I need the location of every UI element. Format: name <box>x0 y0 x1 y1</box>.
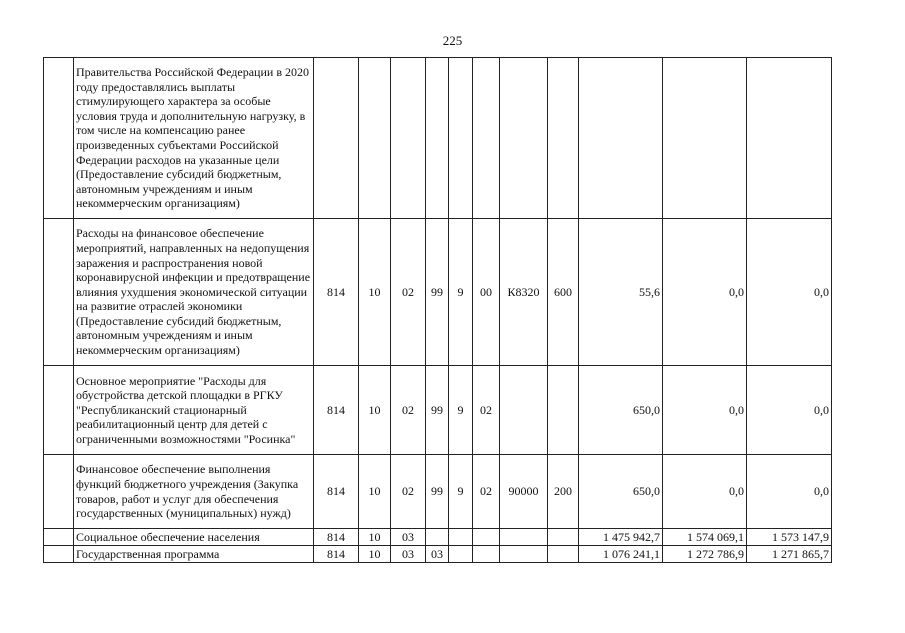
section-cell: 10 <box>359 529 391 546</box>
expense-type-cell <box>548 366 579 455</box>
amount-year1-cell <box>579 58 663 219</box>
subsection-cell <box>391 58 426 219</box>
target-code-program-cell: 03 <box>426 546 449 563</box>
target-code-program-cell: 99 <box>426 455 449 529</box>
subsection-cell: 03 <box>391 529 426 546</box>
amount-year2-cell: 0,0 <box>663 366 747 455</box>
table-row <box>44 219 832 366</box>
target-code-direction-cell <box>500 529 548 546</box>
item-name-cell: Правительства Российской Федерации в 2020 году предоставлялись выплаты стимулирующего характера за особые условия труда и дополнительную нагрузку, в том числе на компенсацию ранее произведенных субъектами Российской Федерации расходов на указанные цели (Предоставление субсидий бюджетным, автономным учреждениям и иным некоммерческим организациям) <box>74 58 314 219</box>
section-cell: 10 <box>359 366 391 455</box>
target-code-program-cell: 99 <box>426 219 449 366</box>
amount-year1-cell: 1 076 241,1 <box>579 546 663 563</box>
amount-year2-cell: 0,0 <box>663 455 747 529</box>
amount-year3-cell: 0,0 <box>747 455 832 529</box>
target-code-subprogram-cell <box>449 58 473 219</box>
target-code-direction-cell: 90000 <box>500 455 548 529</box>
item-name-cell: Финансовое обеспечение выполнения функций бюджетного учреждения (Закупка товаров, работ и услуг для обеспечения государственных (муниципальных) нужд) <box>74 455 314 529</box>
target-code-direction-cell <box>500 58 548 219</box>
row-number-cell <box>44 546 74 563</box>
target-code-subprogram-cell <box>449 546 473 563</box>
section-cell: 10 <box>359 455 391 529</box>
expense-type-cell <box>548 529 579 546</box>
amount-year2-cell: 1 272 786,9 <box>663 546 747 563</box>
row-number-cell <box>44 366 74 455</box>
target-code-program-cell: 99 <box>426 366 449 455</box>
target-code-event-cell: 00 <box>473 219 500 366</box>
grbs-cell: 814 <box>314 529 359 546</box>
item-name-cell: Социальное обеспечение населения <box>74 529 314 546</box>
target-code-event-cell <box>473 546 500 563</box>
item-name-cell: Государственная программа <box>74 546 314 563</box>
amount-year1-cell: 55,6 <box>579 219 663 366</box>
grbs-cell: 814 <box>314 366 359 455</box>
expense-type-cell <box>548 546 579 563</box>
amount-year3-cell <box>747 58 832 219</box>
target-code-subprogram-cell: 9 <box>449 219 473 366</box>
expense-type-cell <box>548 58 579 219</box>
item-name-cell: Основное мероприятие "Расходы для обустройства детской площадки в РГКУ "Республиканский стационарный реабилитационный центр для детей с ограниченными возможностями "Росинка" <box>74 366 314 455</box>
target-code-direction-cell <box>500 546 548 563</box>
grbs-cell <box>314 58 359 219</box>
section-cell: 10 <box>359 219 391 366</box>
grbs-cell: 814 <box>314 219 359 366</box>
item-name-cell: Расходы на финансовое обеспечение мероприятий, направленных на недопущения заражения и распространения новой коронавирусной инфекции и предотвращение влияния ухудшения экономической ситуации на развитие отраслей экономики (Предоставление субсидий бюджетным, автономным учреждениям и иным некоммерческим организациям) <box>74 219 314 366</box>
target-code-subprogram-cell: 9 <box>449 366 473 455</box>
page-number: 225 <box>442 33 463 48</box>
subsection-cell: 03 <box>391 546 426 563</box>
table-row <box>44 546 832 563</box>
target-code-direction-cell <box>500 366 548 455</box>
amount-year2-cell: 0,0 <box>663 219 747 366</box>
target-code-event-cell <box>473 529 500 546</box>
budget-table <box>43 57 832 563</box>
row-number-cell <box>44 58 74 219</box>
target-code-direction-cell: К8320 <box>500 219 548 366</box>
amount-year3-cell: 1 573 147,9 <box>747 529 832 546</box>
row-number-cell <box>44 529 74 546</box>
table-row <box>44 529 832 546</box>
amount-year2-cell <box>663 58 747 219</box>
subsection-cell: 02 <box>391 455 426 529</box>
grbs-cell: 814 <box>314 455 359 529</box>
target-code-subprogram-cell <box>449 529 473 546</box>
amount-year1-cell: 650,0 <box>579 455 663 529</box>
amount-year2-cell: 1 574 069,1 <box>663 529 747 546</box>
target-code-event-cell: 02 <box>473 455 500 529</box>
subsection-cell: 02 <box>391 219 426 366</box>
grbs-cell: 814 <box>314 546 359 563</box>
target-code-event-cell: 02 <box>473 366 500 455</box>
table-row <box>44 455 832 529</box>
subsection-cell: 02 <box>391 366 426 455</box>
table-row <box>44 58 832 219</box>
expense-type-cell: 600 <box>548 219 579 366</box>
target-code-event-cell <box>473 58 500 219</box>
target-code-program-cell <box>426 58 449 219</box>
amount-year1-cell: 1 475 942,7 <box>579 529 663 546</box>
target-code-program-cell <box>426 529 449 546</box>
expense-type-cell: 200 <box>548 455 579 529</box>
section-cell: 10 <box>359 546 391 563</box>
section-cell <box>359 58 391 219</box>
amount-year1-cell: 650,0 <box>579 366 663 455</box>
row-number-cell <box>44 455 74 529</box>
amount-year3-cell: 0,0 <box>747 366 832 455</box>
table-row <box>44 366 832 455</box>
amount-year3-cell: 1 271 865,7 <box>747 546 832 563</box>
target-code-subprogram-cell: 9 <box>449 455 473 529</box>
amount-year3-cell: 0,0 <box>747 219 832 366</box>
row-number-cell <box>44 219 74 366</box>
